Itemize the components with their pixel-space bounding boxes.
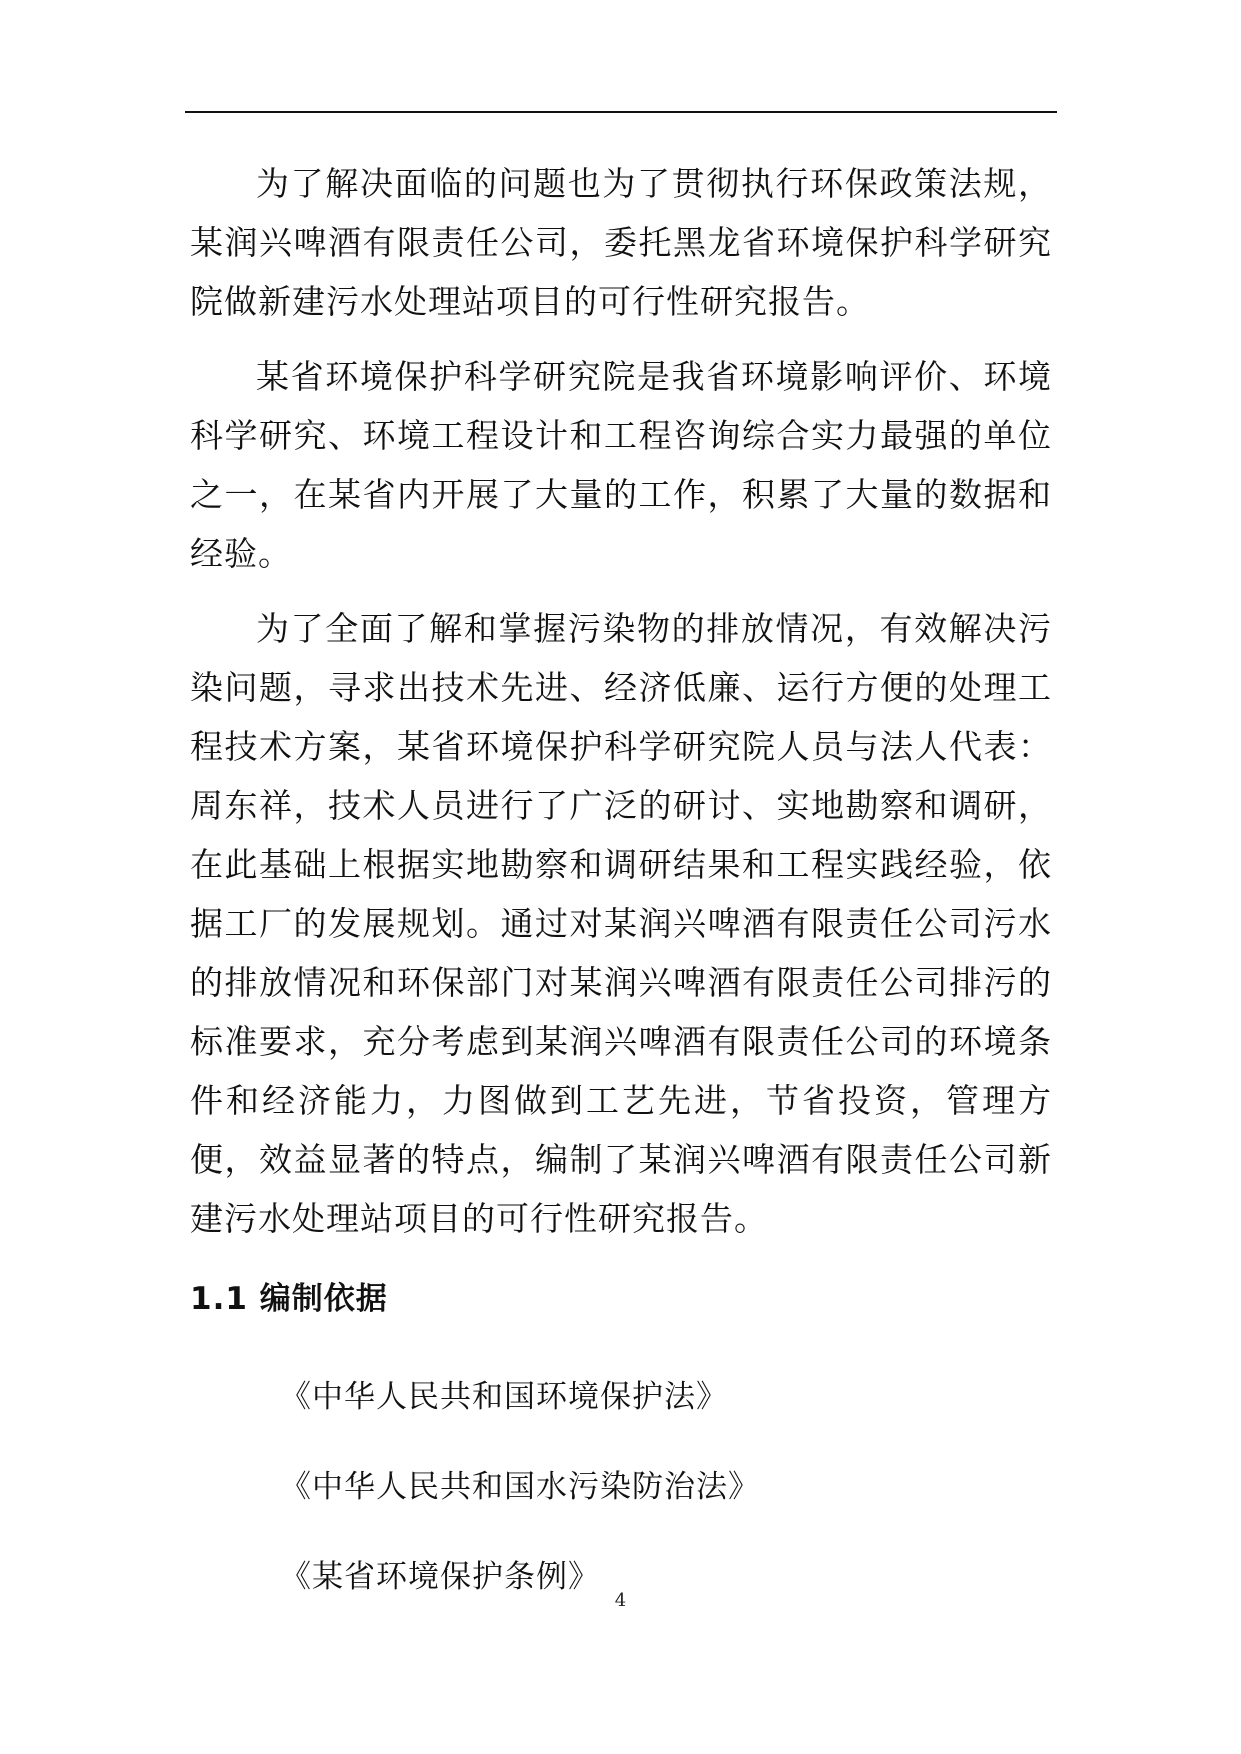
page-number: 4 [614,1590,627,1611]
paragraph-institute: 某省环境保护科学研究院是我省环境影响评价、环境科学研究、环境工程设计和工程咨询综合实力最强的单位之一，在某省内开展了大量的工作，积累了大量的数据和经验。 [190,357,1052,573]
paragraph-commission: 为了解决面临的问题也为了贯彻执行环保政策法规，某润兴啤酒有限责任公司，委托黑龙省环境保护科学研究院做新建污水处理站项目的可行性研究报告。 [190,164,1052,321]
reference-item: 《中华人民共和国环境保护法》 [280,1379,728,1415]
reference-item: 《中华人民共和国水污染防治法》 [280,1469,760,1505]
reference-list [190,1352,1052,1622]
body-text [190,154,1052,1622]
section-heading: 1.1 编制依据 [190,1281,388,1317]
paragraph-methodology: 为了全面了解和掌握污染物的排放情况，有效解决污染问题，寻求出技术先进、经济低廉、运行方便的处理工程技术方案，某省环境保护科学研究院人员与法人代表：周东祥，技术人员进行了广泛的研讨、实地勘察和调研，在此基础上根据实地勘察和调研结果和工程实践经验，依据工厂的发展规划。通过对某润兴啤酒有限责任公司污水的排放情况和环保部门对某润兴啤酒有限责任公司排污的标准要求，充分考虑到某润兴啤酒有限责任公司的环境条件和经济能力，力图做到工艺先进，节省投资，管理方便，效益显著的特点，编制了某润兴啤酒有限责任公司新建污水处理站项目的可行性研究报告。 [190,609,1052,1238]
header-rule [185,111,1057,113]
reference-item: 《某省环境保护条例》 [280,1559,600,1595]
